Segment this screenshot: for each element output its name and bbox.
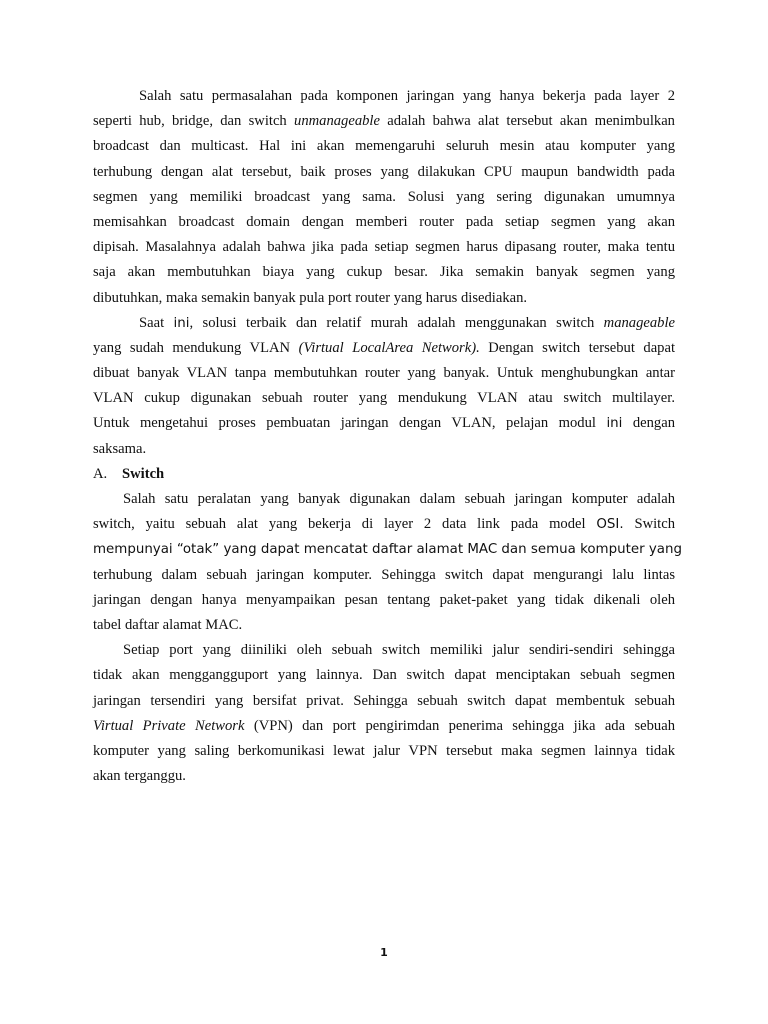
italic-term: manageable	[603, 314, 675, 331]
section-letter: A.	[93, 465, 108, 482]
text-line: Salah satu peralatan yang banyak digunakan dalam sebuah jaringan komputer adalah	[123, 491, 675, 507]
paragraph-1	[93, 84, 675, 311]
paragraph-3	[93, 487, 682, 638]
section-heading	[93, 462, 675, 487]
text-line: jaringan dengan hanya menyampaikan pesan tentang paket-paket yang tidak dikenali oleh	[93, 591, 675, 608]
text-line: jaringan tersendiri yang bersifat privat. Sehingga sebuah switch dapat membentuk sebuah	[93, 692, 675, 709]
text-line: dibutuhkan, maka semakin banyak pula port router yang harus disediakan.	[93, 289, 528, 306]
text-line: tidak akan menggangguport yang lainnya. Dan switch dapat menciptakan sebuah segmen	[93, 667, 675, 684]
text-line: yang sudah mendukung VLAN (Virtual LocalArea Network). Dengan switch tersebut dapat	[93, 339, 675, 356]
text-line: mempunyai “otak” yang dapat mencatat daftar alamat MAC dan semua komputer yang	[93, 542, 682, 558]
text-line: tabel daftar alamat MAC.	[93, 616, 243, 633]
paragraph-4	[93, 638, 675, 789]
page-number: 1	[380, 946, 388, 959]
text-line: Untuk mengetahui proses pembuatan jaringan dengan VLAN, pelajan modul ini dengan	[93, 415, 675, 432]
text-line: Salah satu permasalahan pada komponen jaringan yang hanya bekerja pada layer 2	[139, 88, 675, 104]
text-line: Saat ini, solusi terbaik dan relatif murah adalah menggunakan switch manageable	[139, 314, 675, 331]
text-line: Setiap port yang diiniliki oleh sebuah switch memiliki jalur sendiri-sendiri sehingga	[123, 642, 675, 659]
text-line: komputer yang saling berkomunikasi lewat jalur VPN tersebut maka segmen lainnya tidak	[93, 742, 675, 759]
text-line: dibuat banyak VLAN tanpa membutuhkan router yang banyak. Untuk menghubungkan antar	[93, 365, 675, 382]
text-line: akan terganggu.	[93, 768, 186, 785]
document-page	[93, 84, 682, 789]
text-line: dipisah. Masalahnya adalah bahwa jika pada setiap segmen harus dipasang router, maka tentu	[93, 239, 675, 256]
text-line: VLAN cukup digunakan sebuah router yang mendukung VLAN atau switch multilayer.	[93, 390, 675, 407]
text-line: terhubung dalam sebuah jaringan komputer. Sehingga switch dapat mengurangi lalu lintas	[93, 566, 675, 583]
section-title: Switch	[122, 465, 165, 482]
italic-term: Virtual Private Network	[93, 717, 245, 734]
text-line: memisahkan broadcast domain dengan memberi router pada setiap segmen yang akan	[93, 213, 675, 230]
text-line: saksama.	[93, 440, 147, 457]
text-line: terhubung dengan alat tersebut, baik proses yang dilakukan CPU maupun bandwidth pada	[93, 163, 675, 180]
italic-term: unmanageable	[294, 113, 380, 130]
text-line: Virtual Private Network (VPN) dan port pengirimdan penerima sehingga jika ada sebuah	[93, 717, 675, 734]
text-line: broadcast dan multicast. Hal ini akan memengaruhi seluruh mesin atau komputer yang	[93, 138, 675, 155]
text-line: seperti hub, bridge, dan switch unmanageable adalah bahwa alat tersebut akan menimbulkan	[93, 113, 675, 130]
text-line: saja akan membutuhkan biaya yang cukup besar. Jika semakin banyak segmen yang	[93, 264, 675, 281]
text-line: segmen yang memiliki broadcast yang sama. Solusi yang sering digunakan umumnya	[93, 188, 675, 205]
italic-term: (Virtual LocalArea Network).	[298, 339, 480, 356]
paragraph-2	[93, 311, 675, 462]
text-line: switch, yaitu sebuah alat yang bekerja di layer 2 data link pada model OSI. Switch	[93, 516, 676, 533]
